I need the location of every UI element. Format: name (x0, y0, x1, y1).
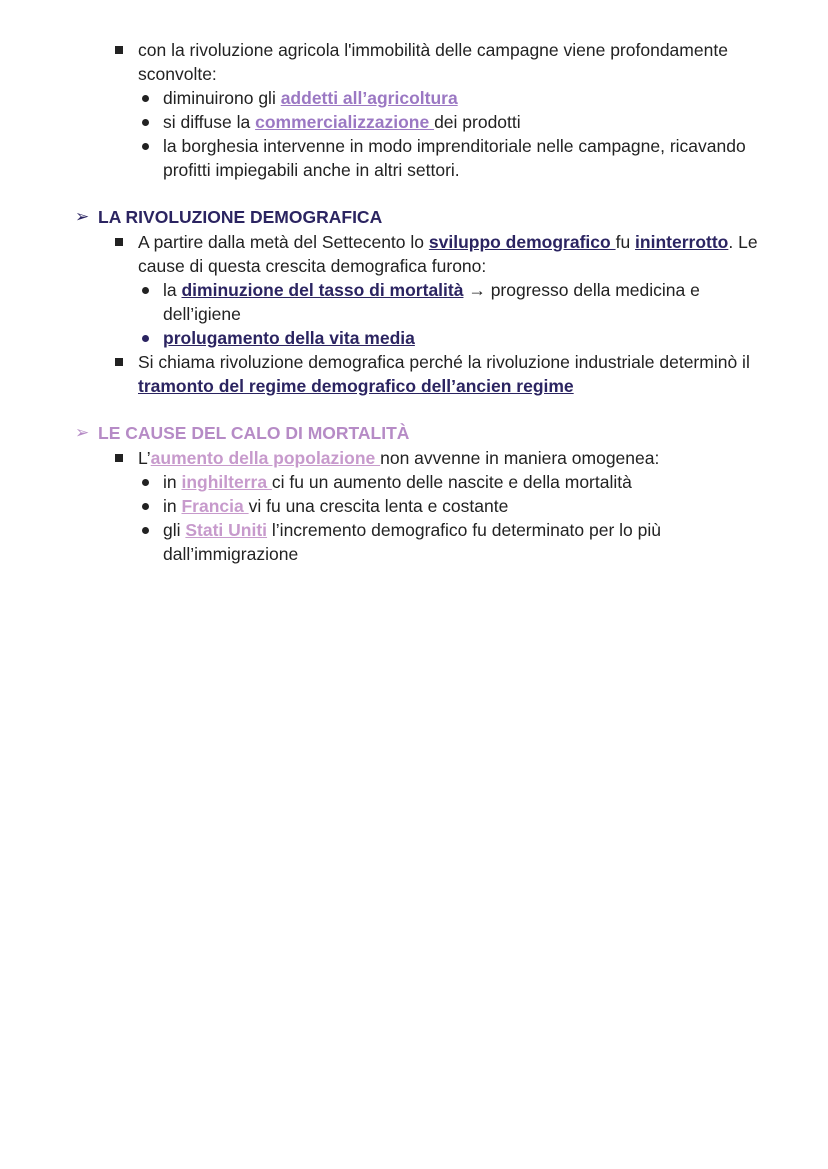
item-text: profitti impiegabili anche in altri settori. (163, 160, 460, 180)
item-text: la (163, 280, 182, 300)
paragraph-demographic-development (138, 230, 758, 254)
round-bullet-icon (142, 119, 149, 126)
heading-text: LA RIVOLUZIONE DEMOGRAFICA (98, 207, 383, 227)
item-text: la borghesia intervenne in modo imprenditoriale nelle campagne, ricavando (163, 136, 746, 156)
paragraph-text: non avvenne in maniera omogenea: (380, 448, 660, 468)
square-bullet-icon (115, 238, 123, 246)
item-text: in (163, 472, 182, 492)
keyword-link[interactable]: Francia (181, 496, 249, 516)
list-item-continuation (163, 542, 298, 566)
round-bullet-icon (142, 335, 149, 342)
paragraph-agricultural-revolution (138, 38, 728, 62)
list-item (163, 470, 632, 494)
paragraph-text: L’ (138, 448, 151, 468)
keyword-link[interactable]: aumento della popolazione (150, 448, 381, 468)
item-text: in (163, 496, 182, 516)
heading-text: LE CAUSE DEL CALO DI MORTALITÀ (98, 423, 410, 443)
round-bullet-icon (142, 479, 149, 486)
item-text: ci fu un aumento delle nascite e della mortalità (271, 472, 632, 492)
keyword-link[interactable]: Stati Uniti (185, 520, 268, 540)
section-heading (98, 421, 409, 445)
paragraph-population-growth (138, 446, 659, 470)
item-text: si diffuse la (163, 112, 256, 132)
square-bullet-icon (115, 358, 123, 366)
round-bullet-icon (142, 143, 149, 150)
item-text: vi fu una crescita lenta e costante (248, 496, 509, 516)
keyword-link[interactable]: prolugamento della vita media (163, 328, 415, 348)
list-item-continuation (163, 302, 241, 326)
keyword-link[interactable]: addetti all’agricoltura (280, 88, 458, 108)
list-item (163, 86, 458, 110)
item-text: l’incremento demografico fu determinato per lo più (267, 520, 662, 540)
keyword-link[interactable]: commercializzazione (255, 112, 435, 132)
list-item (163, 518, 661, 542)
keyword-link[interactable]: ininterrotto (635, 232, 729, 252)
paragraph-continuation (138, 254, 486, 278)
square-bullet-icon (115, 46, 123, 54)
list-item (163, 326, 415, 350)
round-bullet-icon (142, 287, 149, 294)
list-item (163, 494, 508, 518)
paragraph-text: sconvolte: (138, 64, 217, 84)
item-text: dell’igiene (163, 304, 241, 324)
paragraph-text: cause di questa crescita demografica furono: (138, 256, 487, 276)
paragraph-text: con la rivoluzione agricola l'immobilità delle campagne viene profondamente (138, 40, 728, 60)
arrow-bullet-icon: ➢ (75, 207, 90, 226)
paragraph-text: A partire dalla metà del Settecento lo (138, 232, 429, 252)
paragraph-text: Si chiama rivoluzione demografica perché la rivoluzione industriale determinò il (138, 352, 750, 372)
item-text: gli (163, 520, 186, 540)
list-item (163, 278, 700, 302)
paragraph-text: . Le (728, 232, 758, 252)
paragraph-demographic-revolution (138, 350, 750, 374)
paragraph-continuation (138, 62, 217, 86)
item-text: → progresso della medicina e (463, 280, 700, 300)
list-item-continuation (163, 158, 460, 182)
item-text: dei prodotti (434, 112, 521, 132)
item-text: dall’immigrazione (163, 544, 299, 564)
keyword-link[interactable]: diminuzione del tasso di mortalità (181, 280, 464, 300)
section-heading (98, 205, 382, 229)
arrow-bullet-icon: ➢ (75, 423, 90, 442)
paragraph-continuation (138, 374, 574, 398)
list-item (163, 110, 521, 134)
item-text: diminuirono gli (163, 88, 281, 108)
round-bullet-icon (142, 527, 149, 534)
keyword-link[interactable]: sviluppo demografico (428, 232, 616, 252)
paragraph-text: fu (615, 232, 636, 252)
keyword-link[interactable]: inghilterra (181, 472, 272, 492)
square-bullet-icon (115, 454, 123, 462)
round-bullet-icon (142, 503, 149, 510)
list-item (163, 134, 746, 158)
keyword-link[interactable]: tramonto del regime demografico dell’ancien regime (138, 376, 574, 396)
round-bullet-icon (142, 95, 149, 102)
